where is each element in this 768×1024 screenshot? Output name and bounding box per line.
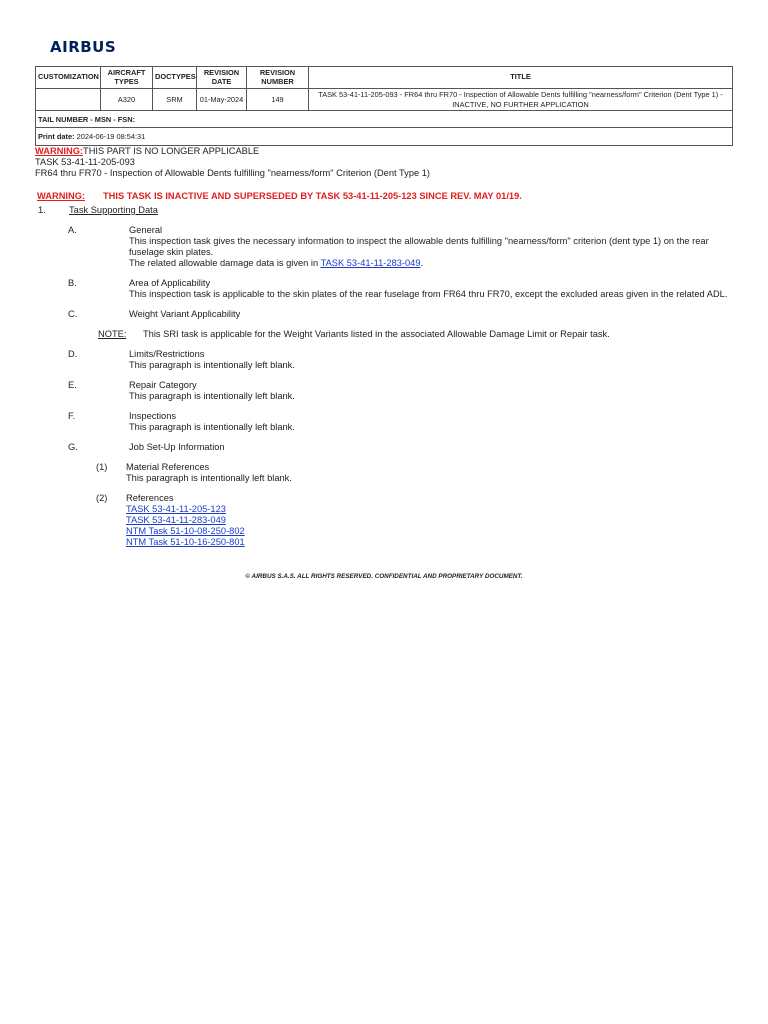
- revision-date-value: 01-May-2024: [197, 89, 247, 111]
- item-title: Job Set-Up Information: [129, 442, 225, 452]
- subitem-material-references: [35, 462, 735, 484]
- warning-block-1: [35, 146, 735, 157]
- reference-link[interactable]: NTM Task 51-10-16-250-801: [126, 537, 245, 547]
- item-letter: F.: [68, 411, 76, 421]
- item-text: This paragraph is intentionally left blank.: [129, 360, 295, 370]
- section-1-heading: [35, 205, 735, 216]
- item-title: General: [129, 225, 163, 235]
- item-letter: G.: [68, 442, 78, 452]
- reference-link[interactable]: TASK 53-41-11-283-049: [126, 515, 226, 525]
- col-doctypes: DOCTYPES: [153, 67, 197, 89]
- general-text: This inspection task gives the necessary information to inspect the allowable dents fulfilling "nearness/form" criterion (dent type 1) on the rear fuselage skin plates.: [129, 236, 709, 257]
- note-label: NOTE:: [98, 329, 127, 339]
- customization-value: [36, 89, 101, 111]
- item-inspections: [35, 411, 735, 433]
- tail-number-row: [36, 111, 733, 128]
- col-revision-date: REVISION DATE: [197, 67, 247, 89]
- note-text: This SRI task is applicable for the Weight Variants listed in the associated Allowable Damage Limit or Repair task.: [143, 329, 610, 339]
- doctypes-value: SRM: [153, 89, 197, 111]
- item-text: This paragraph is intentionally left blank.: [129, 391, 295, 401]
- col-customization: CUSTOMIZATION: [36, 67, 101, 89]
- task-number: TASK 53-41-11-205-093: [35, 157, 135, 167]
- task-body: [35, 146, 735, 548]
- warning-text-2: THIS TASK IS INACTIVE AND SUPERSEDED BY TASK 53-41-11-205-123 SINCE REV. MAY 01/19.: [103, 191, 522, 201]
- col-title: TITLE: [309, 67, 733, 89]
- link-task-53-41-11-283-049[interactable]: TASK 53-41-11-283-049: [320, 258, 421, 268]
- title-value: TASK 53-41-11-205-093 - FR64 thru FR70 - Inspection of Allowable Dents fulfilling "nearness/form" Criterion (Dent Type 1) - INACTIVE, NO FURTHER APPLICATION: [309, 89, 733, 111]
- subitem-references: [35, 493, 735, 548]
- warning-label: WARNING:: [35, 146, 84, 156]
- section-number: 1.: [38, 205, 46, 215]
- item-title: Inspections: [129, 411, 177, 421]
- airbus-logo: AIRBUS: [50, 38, 117, 56]
- aircraft-types-value: A320: [101, 89, 153, 111]
- item-general: [35, 225, 735, 269]
- item-title: Limits/Restrictions: [129, 349, 205, 359]
- task-subtitle: FR64 thru FR70 - Inspection of Allowable Dents fulfilling "nearness/form" Criterion (Dent Type 1): [35, 168, 431, 178]
- item-repair-category: [35, 380, 735, 402]
- subitem-number: (2): [96, 493, 108, 503]
- revision-number-value: 149: [247, 89, 309, 111]
- item-letter: E.: [68, 380, 77, 390]
- reference-link[interactable]: NTM Task 51-10-08-250-802: [126, 526, 245, 536]
- warning-label-2: WARNING:: [37, 191, 86, 201]
- item-title: Area of Applicability: [129, 278, 211, 288]
- subitem-text: This paragraph is intentionally left blank.: [126, 473, 292, 483]
- item-title: Weight Variant Applicability: [129, 309, 241, 319]
- item-job-setup: [35, 442, 735, 453]
- item-title: Repair Category: [129, 380, 197, 390]
- item-letter: C.: [68, 309, 78, 319]
- item-letter: D.: [68, 349, 78, 359]
- copyright-footer: © AIRBUS S.A.S. ALL RIGHTS RESERVED. CONFIDENTIAL AND PROPRIETARY DOCUMENT.: [245, 573, 523, 580]
- item-area-of-applicability: [35, 278, 735, 300]
- item-letter: A.: [68, 225, 77, 235]
- item-text: This paragraph is intentionally left blank.: [129, 422, 295, 432]
- print-date-value: 2024-06-19 08:54:31: [76, 132, 146, 141]
- document-header-table: [35, 66, 733, 146]
- item-letter: B.: [68, 278, 77, 288]
- col-aircraft-types: AIRCRAFT TYPES: [101, 67, 153, 89]
- item-text: This inspection task is applicable to the skin plates of the rear fuselage from FR64 thru FR70, except the excluded areas given in the related ADL.: [129, 289, 728, 299]
- warning-block-2: [35, 191, 735, 202]
- subitem-title: Material References: [126, 462, 210, 472]
- note-block: [35, 329, 735, 340]
- print-date-row: [36, 128, 733, 146]
- item-weight-variant: [35, 309, 735, 320]
- print-date-label: Print date:: [38, 132, 75, 141]
- warning-text: THIS PART IS NO LONGER APPLICABLE: [83, 146, 260, 156]
- subitem-title: References: [126, 493, 174, 503]
- tail-number-label: TAIL NUMBER - MSN - FSN:: [36, 111, 733, 128]
- general-related-text: The related allowable damage data is given in TASK 53-41-11-283-049.: [129, 258, 424, 268]
- reference-link[interactable]: TASK 53-41-11-205-123: [126, 504, 226, 514]
- col-revision-number: REVISION NUMBER: [247, 67, 309, 89]
- values-row: [36, 89, 733, 111]
- header-row: [36, 67, 733, 89]
- section-title: Task Supporting Data: [69, 205, 158, 215]
- subitem-number: (1): [96, 462, 108, 472]
- item-limits: [35, 349, 735, 371]
